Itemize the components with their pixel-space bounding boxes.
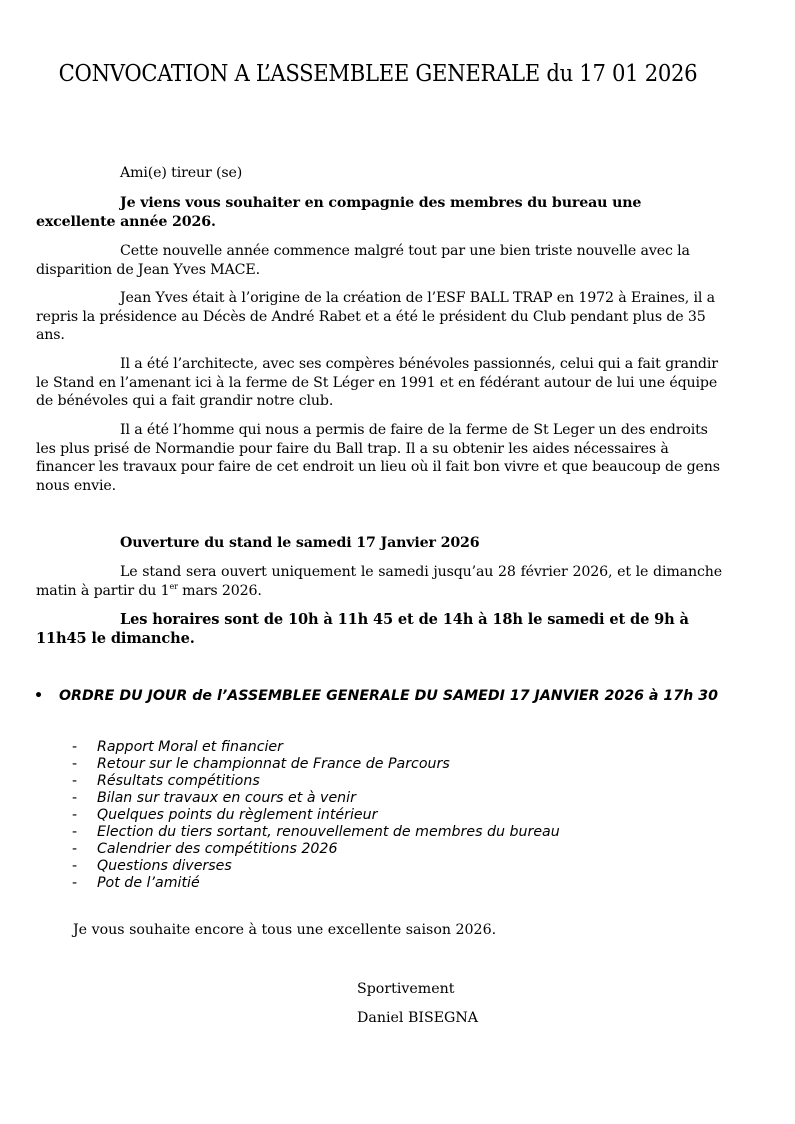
greeting <box>36 164 722 183</box>
agenda-item <box>72 824 672 841</box>
dash-icon: - <box>72 739 78 755</box>
agenda-item <box>72 790 672 807</box>
agenda-item-text: Retour sur le championnat de France de Parcours <box>97 756 450 772</box>
opening-heading-text: Ouverture du stand le samedi 17 Janvier 2026 <box>120 535 480 551</box>
signature-name: Daniel BISEGNA <box>357 1010 479 1026</box>
agenda-list <box>72 739 672 892</box>
dash-icon: - <box>72 790 78 806</box>
agenda-item <box>72 756 672 773</box>
opening-heading <box>36 534 722 553</box>
agenda-item-text: Rapport Moral et financier <box>97 739 283 755</box>
agenda-item <box>72 807 672 824</box>
agenda-item-text: Bilan sur travaux en cours et à venir <box>97 790 356 806</box>
agenda-item-text: Résultats compétitions <box>97 773 260 789</box>
greeting-text: Ami(e) tireur (se) <box>120 165 243 181</box>
agenda-item <box>72 739 672 756</box>
paragraph-text: Il a été l’architecte, avec ses compères bénévoles passionnés, celui qui a fait grandir le Stand en l’amenant ici à la ferme de St Léger en 1991 et en fédérant autour de lui une équipe de bénévoles qui a fait grandir notre club. <box>36 356 718 409</box>
dash-icon: - <box>72 773 78 789</box>
agenda-heading <box>34 687 734 705</box>
agenda-item <box>72 841 672 858</box>
paragraph-text: Jean Yves était à l’origine de la création de l’ESF BALL TRAP en 1972 à Eraines, il a repris la présidence au Décès de André Rabet et a été le président du Club pendant plus de 35 ans. <box>36 290 715 343</box>
paragraph-text: Cette nouvelle année commence malgré tout par une bien triste nouvelle avec la disparition de Jean Yves MACE. <box>36 243 690 278</box>
agenda-item <box>72 773 672 790</box>
opening-dates <box>36 563 722 600</box>
wishes-paragraph <box>36 194 722 231</box>
agenda-heading-text: ORDRE DU JOUR de l’ASSEMBLEE GENERALE DU SAMEDI 17 JANVIER 2026 à 17h 30 <box>59 688 718 704</box>
paragraph-announcement <box>36 242 722 279</box>
paragraph-text: Il a été l’homme qui nous a permis de faire de la ferme de St Leger un des endroits les plus prisé de Normandie pour faire du Ball trap. Il a su obtenir les aides nécessaires à financer les travaux pour faire de cet endroit un lieu où il fait bon vivre et que beaucoup de gens nous envie. <box>36 422 720 494</box>
bullet-icon: • <box>34 688 44 704</box>
wishes-text: Je viens vous souhaiter en compagnie des membres du bureau une excellente année 2026. <box>36 195 642 230</box>
opening-dates-text: Le stand sera ouvert uniquement le samedi jusqu’au 28 février 2026, et le dimanche matin à partir du 1 <box>36 564 722 599</box>
agenda-item-text: Pot de l’amitié <box>97 875 200 891</box>
opening-hours <box>36 611 722 648</box>
agenda-item-text: Election du tiers sortant, renouvellement de membres du bureau <box>97 824 560 840</box>
agenda-item <box>72 858 672 875</box>
signature-salutation: Sportivement <box>357 981 455 997</box>
dash-icon: - <box>72 841 78 857</box>
agenda-item-text: Quelques points du règlement intérieur <box>97 807 378 823</box>
document-title: CONVOCATION A L’ASSEMBLEE GENERALE du 17 01 2026 <box>58 59 698 87</box>
dash-icon: - <box>72 858 78 874</box>
paragraph-architect <box>36 355 722 411</box>
paragraph-history <box>36 289 722 345</box>
agenda-item <box>72 875 672 892</box>
dash-icon: - <box>72 756 78 772</box>
agenda-item-text: Questions diverses <box>97 858 232 874</box>
dash-icon: - <box>72 824 78 840</box>
opening-hours-text: Les horaires sont de 10h à 11h 45 et de 14h à 18h le samedi et de 9h à 11h45 le dimanche. <box>36 611 689 647</box>
closing-line: Je vous souhaite encore à tous une excellente saison 2026. <box>73 922 497 938</box>
dash-icon: - <box>72 875 78 891</box>
ordinal-superscript: er <box>169 581 178 591</box>
paragraph-tribute <box>36 421 722 495</box>
opening-dates-end: mars 2026. <box>177 582 262 599</box>
agenda-item-text: Calendrier des compétitions 2026 <box>97 841 338 857</box>
dash-icon: - <box>72 807 78 823</box>
